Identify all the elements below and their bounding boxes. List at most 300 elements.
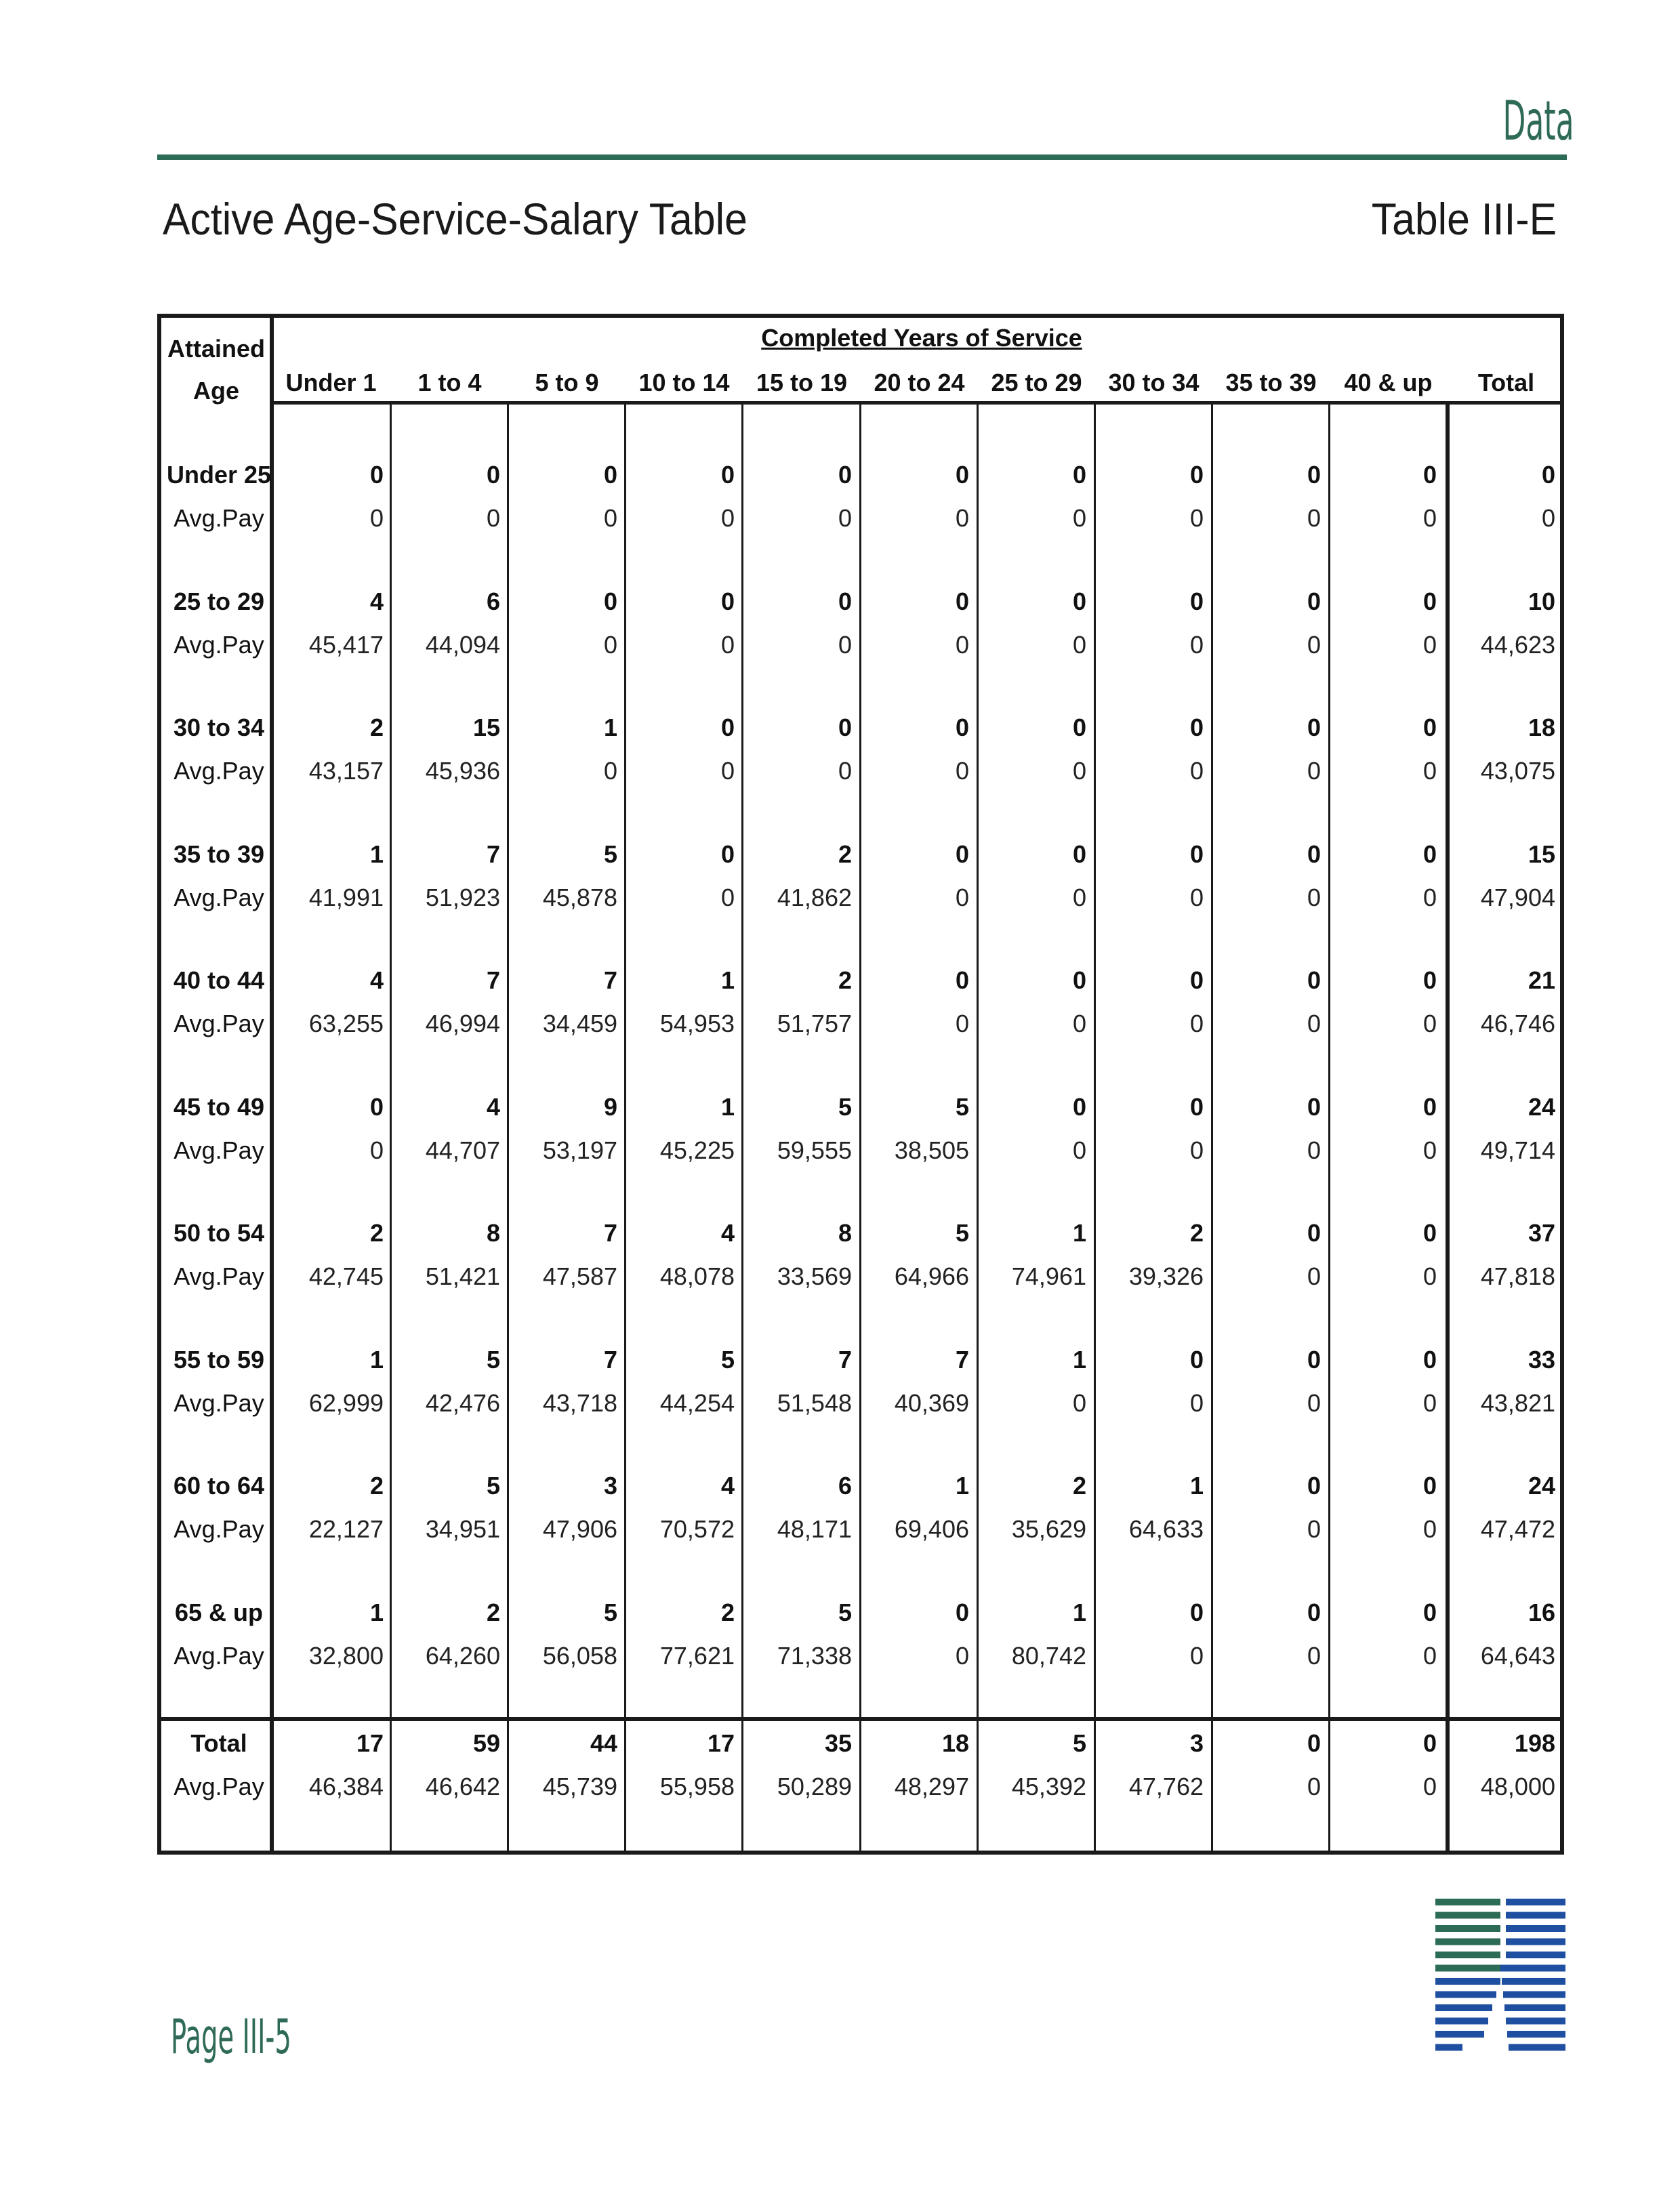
- count-cell: 0: [1189, 1092, 1204, 1121]
- column-header: 30 to 34: [1108, 369, 1200, 396]
- avg-pay-cell: 77,621: [659, 1641, 735, 1670]
- count-cell: 0: [1422, 966, 1437, 994]
- count-cell: 7: [603, 1345, 617, 1374]
- column-divider: [1446, 401, 1450, 1855]
- avg-pay-cell: 0: [720, 630, 735, 659]
- avg-pay-cell: 0: [1422, 1262, 1437, 1290]
- column-header: 15 to 19: [756, 369, 848, 396]
- logo-stripe: [1435, 2018, 1488, 2025]
- column-header: 35 to 39: [1225, 369, 1317, 396]
- column-header: 1 to 4: [417, 369, 482, 396]
- count-cell: 0: [838, 461, 852, 489]
- count-cell: 0: [1307, 1345, 1321, 1374]
- avg-pay-cell: 0: [1307, 883, 1321, 911]
- avg-pay-cell: 47,472: [1480, 1515, 1555, 1543]
- avg-pay-cell: 55,958: [659, 1773, 735, 1800]
- count-cell: 3: [1189, 1729, 1204, 1757]
- age-group-label: 25 to 29: [173, 587, 265, 615]
- avg-pay-cell: 0: [1189, 630, 1204, 659]
- count-cell: 44: [590, 1729, 617, 1757]
- column-header: 10 to 14: [638, 369, 730, 396]
- count-cell: 4: [369, 966, 384, 994]
- logo-stripe: [1506, 1912, 1565, 1919]
- column-header: Under 1: [285, 369, 377, 396]
- count-cell: 4: [486, 1092, 500, 1121]
- count-cell: 5: [955, 1219, 969, 1247]
- avg-pay-cell: 41,991: [308, 883, 384, 911]
- avg-pay-cell: 42,476: [425, 1388, 500, 1417]
- table-id: Table III-E: [1371, 194, 1557, 244]
- avg-pay-cell: 0: [1307, 630, 1321, 659]
- count-cell: 0: [1422, 461, 1437, 489]
- avg-pay-label: Avg.Pay: [173, 757, 264, 785]
- count-cell: 6: [486, 587, 500, 615]
- avg-pay-cell: 0: [955, 1010, 969, 1037]
- avg-pay-cell: 0: [1307, 1136, 1321, 1164]
- count-cell: 0: [369, 1092, 384, 1121]
- count-cell: 2: [369, 714, 384, 741]
- avg-pay-cell: 40,369: [894, 1388, 969, 1417]
- avg-pay-cell: 0: [955, 883, 969, 911]
- logo-stripe: [1435, 2031, 1484, 2038]
- column-divider: [507, 401, 509, 1855]
- count-cell: 35: [824, 1729, 852, 1757]
- avg-pay-cell: 69,406: [894, 1515, 969, 1543]
- avg-pay-cell: 44,254: [659, 1388, 735, 1417]
- count-cell: 2: [838, 966, 852, 994]
- count-cell: 0: [838, 587, 852, 615]
- avg-pay-cell: 64,633: [1128, 1515, 1204, 1543]
- avg-pay-cell: 0: [1072, 1388, 1086, 1417]
- avg-pay-cell: 56,058: [542, 1641, 617, 1670]
- avg-pay-cell: 33,569: [777, 1262, 852, 1290]
- avg-pay-cell: 45,392: [1011, 1773, 1086, 1800]
- age-group-label: 55 to 59: [173, 1345, 265, 1374]
- avg-pay-cell: 44,707: [425, 1136, 500, 1164]
- count-cell: 4: [720, 1472, 735, 1500]
- avg-pay-cell: 0: [1422, 630, 1437, 659]
- count-cell: 0: [1307, 1092, 1321, 1121]
- count-cell: 7: [955, 1345, 969, 1374]
- avg-pay-label: Avg.Pay: [173, 1262, 264, 1290]
- count-cell: 15: [472, 714, 500, 741]
- page-title: Active Age-Service-Salary Table: [163, 194, 747, 244]
- count-cell: 1: [720, 966, 735, 994]
- logo-stripe: [1435, 1925, 1500, 1932]
- count-cell: 0: [1072, 1092, 1086, 1121]
- count-cell: 7: [603, 966, 617, 994]
- avg-pay-cell: 48,078: [659, 1262, 735, 1290]
- avg-pay-cell: 0: [1307, 1773, 1321, 1800]
- striped-s-logo-icon: [1435, 1896, 1565, 2059]
- logo-stripe: [1506, 1899, 1565, 1905]
- avg-pay-cell: 51,757: [777, 1010, 852, 1037]
- count-cell: 0: [1422, 587, 1437, 615]
- count-cell: 5: [1072, 1729, 1086, 1757]
- logo-stripe: [1500, 1965, 1565, 1972]
- column-header: 40 & up: [1344, 369, 1433, 396]
- count-cell: 59: [472, 1729, 500, 1757]
- count-cell: 0: [720, 461, 735, 489]
- avg-pay-cell: 0: [486, 504, 500, 532]
- count-cell: 10: [1528, 587, 1555, 615]
- completed-years-header: Completed Years of Service: [761, 324, 1082, 352]
- age-group-label: 60 to 64: [173, 1472, 265, 1500]
- count-cell: 4: [720, 1219, 735, 1247]
- avg-pay-label: Avg.Pay: [173, 883, 264, 911]
- count-cell: 2: [1189, 1219, 1204, 1247]
- age-group-label: 65 & up: [174, 1598, 264, 1626]
- count-cell: 1: [955, 1472, 969, 1500]
- avg-pay-cell: 0: [1307, 1515, 1321, 1543]
- avg-pay-cell: 80,742: [1011, 1641, 1086, 1670]
- avg-pay-cell: 39,326: [1128, 1262, 1204, 1290]
- avg-pay-cell: 0: [955, 504, 969, 532]
- logo-stripe: [1435, 1978, 1500, 1985]
- avg-pay-cell: 74,961: [1011, 1262, 1086, 1290]
- count-cell: 5: [603, 1598, 617, 1626]
- attained-age-header: Attained Age: [167, 335, 265, 405]
- logo-stripe: [1506, 2018, 1565, 2025]
- avg-pay-label: Avg.Pay: [173, 1010, 264, 1037]
- avg-pay-cell: 0: [955, 757, 969, 785]
- column-header: 5 to 9: [535, 369, 599, 396]
- avg-pay-cell: 0: [838, 504, 852, 532]
- column-divider: [624, 401, 626, 1855]
- count-cell: 0: [1307, 587, 1321, 615]
- count-cell: 5: [486, 1345, 500, 1374]
- avg-pay-cell: 50,289: [777, 1773, 852, 1800]
- avg-pay-cell: 0: [1072, 883, 1086, 911]
- avg-pay-cell: 0: [1189, 883, 1204, 911]
- count-cell: 0: [1307, 840, 1321, 868]
- avg-pay-cell: 0: [1422, 1773, 1437, 1800]
- count-cell: 2: [720, 1598, 735, 1626]
- count-cell: 0: [1189, 966, 1204, 994]
- avg-pay-cell: 47,762: [1128, 1773, 1204, 1800]
- logo-stripe: [1435, 1965, 1500, 1972]
- avg-pay-cell: 51,923: [425, 883, 500, 911]
- count-cell: 0: [955, 714, 969, 741]
- avg-pay-cell: 0: [1072, 504, 1086, 532]
- count-cell: 0: [1189, 840, 1204, 868]
- count-cell: 17: [707, 1729, 735, 1757]
- count-cell: 0: [1072, 966, 1086, 994]
- avg-pay-label: Avg.Pay: [173, 1136, 264, 1164]
- count-cell: 2: [369, 1472, 384, 1500]
- count-cell: 1: [1072, 1598, 1086, 1626]
- count-cell: 0: [1072, 840, 1086, 868]
- logo-stripe: [1506, 1952, 1565, 1958]
- count-cell: 0: [1189, 587, 1204, 615]
- avg-pay-cell: 47,906: [542, 1515, 617, 1543]
- count-cell: 0: [486, 461, 500, 489]
- count-cell: 0: [720, 840, 735, 868]
- count-cell: 0: [369, 461, 384, 489]
- count-cell: 0: [1422, 714, 1437, 741]
- count-cell: 0: [1422, 1219, 1437, 1247]
- logo-stripe: [1435, 1899, 1500, 1905]
- count-cell: 0: [1189, 461, 1204, 489]
- count-cell: 0: [955, 966, 969, 994]
- avg-pay-cell: 0: [1422, 757, 1437, 785]
- count-cell: 24: [1528, 1472, 1555, 1500]
- count-cell: 0: [1189, 1345, 1204, 1374]
- avg-pay-cell: 44,623: [1480, 630, 1555, 659]
- avg-pay-cell: 0: [720, 757, 735, 785]
- avg-pay-cell: 0: [1422, 1641, 1437, 1670]
- avg-pay-cell: 0: [1422, 1136, 1437, 1164]
- avg-pay-cell: 45,417: [308, 630, 384, 659]
- avg-pay-cell: 0: [1189, 1641, 1204, 1670]
- count-cell: 1: [1189, 1472, 1204, 1500]
- count-cell: 5: [838, 1092, 852, 1121]
- avg-pay-cell: 0: [720, 883, 735, 911]
- avg-pay-cell: 0: [720, 504, 735, 532]
- count-cell: 1: [603, 714, 617, 741]
- count-cell: 0: [1422, 1598, 1437, 1626]
- avg-pay-cell: 0: [955, 630, 969, 659]
- count-cell: 1: [720, 1092, 735, 1121]
- avg-pay-cell: 0: [1541, 504, 1555, 532]
- avg-pay-cell: 46,746: [1480, 1010, 1555, 1037]
- avg-pay-cell: 35,629: [1011, 1515, 1086, 1543]
- avg-pay-cell: 0: [838, 757, 852, 785]
- avg-pay-cell: 0: [1307, 1010, 1321, 1037]
- count-cell: 2: [369, 1219, 384, 1247]
- avg-pay-cell: 47,818: [1480, 1262, 1555, 1290]
- age-group-label: Under 25: [166, 461, 272, 489]
- count-cell: 2: [1072, 1472, 1086, 1500]
- avg-pay-cell: 62,999: [308, 1388, 384, 1417]
- avg-pay-cell: 64,966: [894, 1262, 969, 1290]
- logo-stripe: [1504, 2004, 1565, 2011]
- count-cell: 1: [1072, 1345, 1086, 1374]
- column-divider: [1328, 401, 1330, 1855]
- logo-stripe: [1435, 1912, 1500, 1919]
- age-group-label: Total: [190, 1729, 247, 1757]
- avg-pay-cell: 46,384: [308, 1773, 384, 1800]
- section-label: Data: [1502, 89, 1574, 152]
- count-cell: 21: [1528, 966, 1555, 994]
- column-divider: [741, 401, 743, 1855]
- count-cell: 0: [1422, 1472, 1437, 1500]
- column-divider: [977, 401, 979, 1855]
- avg-pay-cell: 51,548: [777, 1388, 852, 1417]
- avg-pay-cell: 64,643: [1480, 1641, 1555, 1670]
- avg-pay-cell: 0: [1189, 504, 1204, 532]
- avg-pay-label: Avg.Pay: [173, 1515, 264, 1543]
- column-header: Total: [1477, 369, 1535, 396]
- count-cell: 0: [1422, 1345, 1437, 1374]
- count-cell: 0: [1307, 966, 1321, 994]
- avg-pay-cell: 0: [1307, 757, 1321, 785]
- count-cell: 1: [369, 1345, 384, 1374]
- avg-pay-cell: 0: [603, 757, 617, 785]
- logo-stripe: [1502, 1978, 1565, 1985]
- count-cell: 0: [955, 461, 969, 489]
- count-cell: 8: [486, 1219, 500, 1247]
- count-cell: 0: [1189, 1598, 1204, 1626]
- count-cell: 198: [1514, 1729, 1555, 1757]
- avg-pay-cell: 47,904: [1480, 883, 1555, 911]
- avg-pay-cell: 53,197: [542, 1136, 617, 1164]
- count-cell: 0: [1307, 714, 1321, 741]
- header-rule: [157, 154, 1567, 160]
- count-cell: 0: [603, 461, 617, 489]
- avg-pay-cell: 0: [1422, 504, 1437, 532]
- avg-pay-cell: 51,421: [425, 1262, 500, 1290]
- count-cell: 17: [356, 1729, 384, 1757]
- avg-pay-cell: 0: [603, 630, 617, 659]
- age-group-label: 40 to 44: [173, 966, 265, 994]
- avg-pay-cell: 43,075: [1480, 757, 1555, 785]
- count-cell: 5: [486, 1472, 500, 1500]
- column-divider: [1211, 401, 1213, 1855]
- avg-pay-cell: 64,260: [425, 1641, 500, 1670]
- count-cell: 0: [720, 714, 735, 741]
- avg-pay-cell: 0: [369, 1136, 384, 1164]
- avg-pay-cell: 45,739: [542, 1773, 617, 1800]
- avg-pay-cell: 0: [1307, 1388, 1321, 1417]
- avg-pay-cell: 0: [603, 504, 617, 532]
- avg-pay-cell: 0: [1422, 1010, 1437, 1037]
- avg-pay-cell: 47,587: [542, 1262, 617, 1290]
- count-cell: 0: [1307, 461, 1321, 489]
- age-group-label: 35 to 39: [173, 840, 265, 868]
- avg-pay-cell: 0: [1422, 1515, 1437, 1543]
- avg-pay-cell: 22,127: [308, 1515, 384, 1543]
- avg-pay-label: Avg.Pay: [173, 1773, 264, 1800]
- avg-pay-cell: 41,862: [777, 883, 852, 911]
- count-cell: 24: [1528, 1092, 1555, 1121]
- avg-pay-cell: 0: [1422, 883, 1437, 911]
- column-divider: [1094, 401, 1096, 1855]
- avg-pay-cell: 0: [1422, 1388, 1437, 1417]
- avg-pay-cell: 0: [1189, 1388, 1204, 1417]
- logo-stripe: [1435, 1991, 1496, 1998]
- count-cell: 0: [603, 587, 617, 615]
- count-cell: 18: [941, 1729, 969, 1757]
- count-cell: 0: [1189, 714, 1204, 741]
- count-cell: 33: [1528, 1345, 1555, 1374]
- avg-pay-cell: 49,714: [1480, 1136, 1555, 1164]
- count-cell: 0: [720, 587, 735, 615]
- avg-pay-cell: 0: [838, 630, 852, 659]
- count-cell: 0: [1307, 1729, 1321, 1757]
- count-cell: 4: [369, 587, 384, 615]
- column-header: 20 to 24: [874, 369, 965, 396]
- avg-pay-cell: 46,642: [425, 1773, 500, 1800]
- avg-pay-label: Avg.Pay: [173, 504, 264, 532]
- logo-stripe: [1435, 2044, 1462, 2051]
- logo-stripe: [1507, 2031, 1565, 2038]
- column-divider: [390, 401, 392, 1855]
- count-cell: 1: [369, 1598, 384, 1626]
- avg-pay-cell: 54,953: [659, 1010, 735, 1037]
- count-cell: 0: [838, 714, 852, 741]
- avg-pay-label: Avg.Pay: [173, 1388, 264, 1417]
- avg-pay-cell: 0: [1072, 1010, 1086, 1037]
- avg-pay-cell: 43,821: [1480, 1388, 1555, 1417]
- avg-pay-cell: 43,718: [542, 1388, 617, 1417]
- count-cell: 0: [1307, 1472, 1321, 1500]
- avg-pay-cell: 45,225: [659, 1136, 735, 1164]
- count-cell: 0: [1072, 461, 1086, 489]
- logo-stripe: [1435, 2004, 1492, 2011]
- avg-pay-cell: 45,878: [542, 883, 617, 911]
- avg-pay-cell: 43,157: [308, 757, 384, 785]
- logo-stripe: [1435, 1939, 1500, 1945]
- count-cell: 6: [838, 1472, 852, 1500]
- count-cell: 8: [838, 1219, 852, 1247]
- avg-pay-cell: 0: [1307, 504, 1321, 532]
- avg-pay-cell: 48,000: [1480, 1773, 1555, 1800]
- avg-pay-label: Avg.Pay: [173, 630, 264, 659]
- logo-stripe: [1506, 1939, 1565, 1945]
- avg-pay-cell: 0: [1307, 1641, 1321, 1670]
- count-cell: 5: [955, 1092, 969, 1121]
- count-cell: 37: [1528, 1219, 1555, 1247]
- count-cell: 0: [1422, 840, 1437, 868]
- avg-pay-cell: 34,459: [542, 1010, 617, 1037]
- avg-pay-cell: 71,338: [777, 1641, 852, 1670]
- avg-pay-cell: 0: [369, 504, 384, 532]
- count-cell: 2: [486, 1598, 500, 1626]
- count-cell: 15: [1528, 840, 1555, 868]
- count-cell: 0: [1072, 714, 1086, 741]
- avg-pay-cell: 32,800: [308, 1641, 384, 1670]
- count-cell: 5: [603, 840, 617, 868]
- avg-pay-cell: 42,745: [308, 1262, 384, 1290]
- avg-pay-cell: 0: [1189, 1010, 1204, 1037]
- age-group-label: 45 to 49: [173, 1092, 265, 1121]
- logo-stripe: [1435, 1952, 1500, 1958]
- header-divider: [270, 401, 1564, 405]
- page-number: Page III-5: [171, 2009, 291, 2065]
- column-divider: [859, 401, 861, 1855]
- count-cell: 2: [838, 840, 852, 868]
- avg-pay-label: Avg.Pay: [173, 1641, 264, 1670]
- count-cell: 18: [1528, 714, 1555, 741]
- avg-pay-cell: 34,951: [425, 1515, 500, 1543]
- count-cell: 0: [955, 1598, 969, 1626]
- avg-pay-cell: 63,255: [308, 1010, 384, 1037]
- count-cell: 0: [1541, 461, 1555, 489]
- count-cell: 3: [603, 1472, 617, 1500]
- logo-stripe: [1509, 2044, 1565, 2051]
- count-cell: 0: [1422, 1092, 1437, 1121]
- avg-pay-cell: 0: [955, 1641, 969, 1670]
- avg-pay-cell: 44,094: [425, 630, 500, 659]
- count-cell: 16: [1528, 1598, 1555, 1626]
- avg-pay-cell: 0: [1072, 1136, 1086, 1164]
- avg-pay-cell: 0: [1189, 757, 1204, 785]
- count-cell: 7: [486, 966, 500, 994]
- count-cell: 7: [838, 1345, 852, 1374]
- avg-pay-cell: 0: [1307, 1262, 1321, 1290]
- count-cell: 0: [1072, 587, 1086, 615]
- count-cell: 9: [603, 1092, 617, 1121]
- count-cell: 5: [838, 1598, 852, 1626]
- count-cell: 7: [486, 840, 500, 868]
- count-cell: 0: [955, 840, 969, 868]
- avg-pay-cell: 0: [1072, 630, 1086, 659]
- avg-pay-cell: 0: [1189, 1136, 1204, 1164]
- logo-stripe: [1503, 1991, 1565, 1998]
- age-group-label: 50 to 54: [173, 1219, 265, 1247]
- avg-pay-cell: 59,555: [777, 1136, 852, 1164]
